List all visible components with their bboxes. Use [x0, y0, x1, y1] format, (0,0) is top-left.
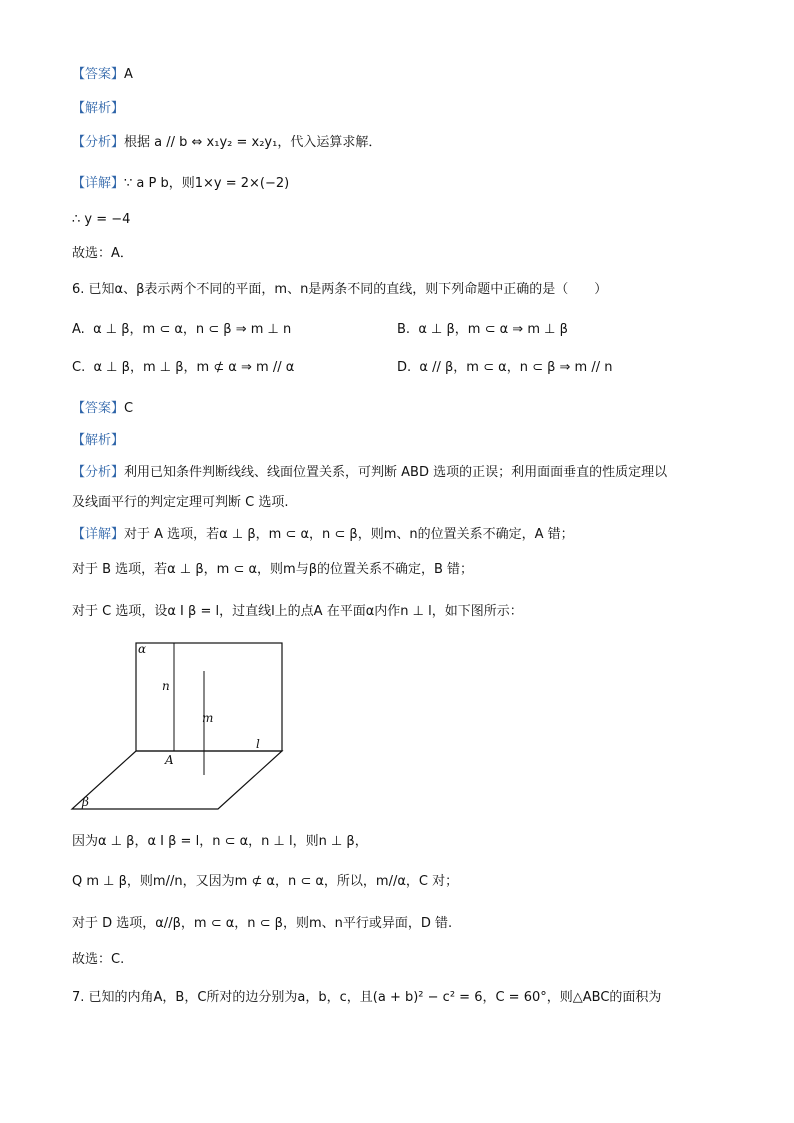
option-text: α ⊥ β，m ⊂ α，n ⊂ β ⇒ m ⊥ n	[93, 322, 292, 337]
therefore-line: ∴ y = −4	[72, 212, 131, 227]
analysis-heading: 【解析】	[72, 433, 125, 448]
b-option-line: 对于 B 选项，若α ⊥ β，m ⊂ α，则m与β的位置关系不确定，B 错；	[72, 562, 474, 577]
fenxi-text: 根据 a // b ⇔ x₁y₂ = x₂y₁，代入运算求解．	[124, 135, 382, 150]
label-l: l	[256, 737, 260, 751]
q5-xiangjie-line	[72, 175, 289, 193]
planes-diagram	[70, 638, 320, 818]
q-line: Q m ⊥ β，则m//n，又因为m ⊄ α，n ⊂ α，所以，m//α，C 对；	[72, 874, 459, 889]
label-n: n	[162, 679, 170, 693]
option-a	[72, 321, 291, 339]
plane-beta	[72, 751, 282, 809]
option-text: α ⊥ β，m ⊂ α ⇒ m ⊥ β	[418, 322, 568, 337]
label-m: m	[202, 711, 214, 725]
question-7-stem: 7. 已知的内角A，B，C所对的边分别为a，b，c，且(a + b)² − c² = 6，C = 60°，则△ABC的面积为	[72, 990, 662, 1005]
option-label: B.	[397, 322, 411, 337]
option-text: α ⊥ β，m ⊥ β，m ⊄ α ⇒ m // α	[93, 360, 295, 375]
because-line: 因为α ⊥ β，α I β = l，n ⊂ α，n ⊥ l，则n ⊥ β，	[72, 834, 368, 849]
option-label: D.	[397, 360, 412, 375]
xiangjie-tag: 【详解】	[72, 176, 125, 191]
answer-value: C	[124, 401, 134, 416]
analysis-heading: 【解析】	[72, 101, 125, 116]
label-alpha: α	[138, 642, 147, 656]
fenxi-tag: 【分析】	[72, 135, 125, 150]
answer-tag: 【答案】	[72, 401, 125, 416]
d-option-line: 对于 D 选项，α//β，m ⊂ α，n ⊂ β，则m、n平行或异面，D 错.	[72, 916, 453, 931]
option-text: α // β，m ⊂ α，n ⊂ β ⇒ m // n	[419, 360, 613, 375]
choose-line: 故选：A．	[72, 246, 133, 261]
choose-line: 故选：C.	[72, 952, 125, 967]
option-b	[397, 321, 568, 339]
answer-value: A	[124, 67, 133, 82]
label-A: A	[165, 753, 174, 767]
q6-xiangjie-line	[72, 526, 574, 544]
option-c	[72, 359, 294, 377]
option-d	[397, 359, 612, 377]
xiangjie-tag: 【详解】	[72, 527, 125, 542]
c-option-intro-line: 对于 C 选项，设α I β = l，过直线l上的点A 在平面α内作n ⊥ l，如下图所示：	[72, 604, 523, 619]
q6-answer-line	[72, 400, 133, 418]
xiangjie-text: 对于 A 选项，若α ⊥ β，m ⊂ α，n ⊂ β，则m、n的位置关系不确定，A 错；	[124, 527, 574, 542]
option-label: A.	[72, 322, 85, 337]
fenxi-tag: 【分析】	[72, 465, 125, 480]
option-label: C.	[72, 360, 86, 375]
q6-fenxi-line-2: 及线面平行的判定定理可判断 C 选项.	[72, 495, 289, 510]
plane-alpha	[136, 643, 282, 751]
q5-answer-line	[72, 66, 133, 84]
label-beta: β	[82, 795, 89, 809]
question-6-stem: 6. 已知α、β表示两个不同的平面，m、n是两条不同的直线，则下列命题中正确的是（ ）	[72, 282, 608, 297]
answer-tag: 【答案】	[72, 67, 125, 82]
fenxi-text: 利用已知条件判断线线、线面位置关系，可判断 ABD 选项的正误；利用面面垂直的性质定理以	[124, 465, 668, 480]
q5-fenxi-line	[72, 134, 381, 152]
planes-figure	[70, 638, 320, 818]
xiangjie-text: ∵ a P b，则1×y = 2×(−2)	[124, 176, 290, 191]
q6-fenxi-line-1	[72, 464, 667, 482]
